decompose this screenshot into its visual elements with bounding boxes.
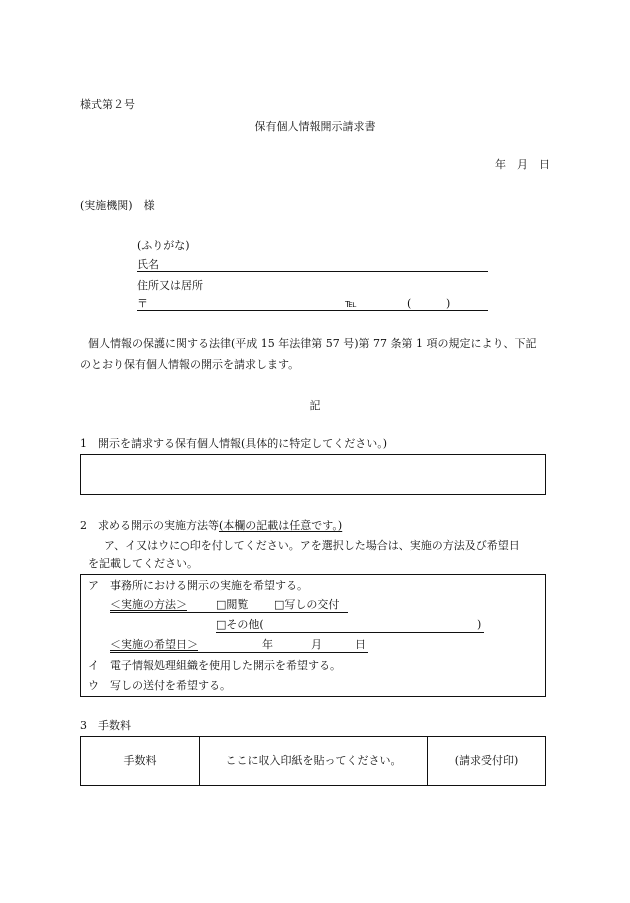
method-label: ＜実施の方法＞ [110,598,187,611]
address-underline [137,310,488,311]
name-label: 氏名 [137,258,159,271]
tel-paren-open: ( [407,297,412,310]
addressee: (実施機関) 様 [80,199,155,212]
date-year: 年 [262,638,273,651]
section-2-instruction-2: を記載してください。 [88,557,198,570]
method-other-close: ) [477,618,482,631]
stamp-instruction-cell: ここに収入印紙を貼ってください。 [225,754,402,767]
receipt-stamp-cell: (請求受付印) [454,754,519,767]
section-2-optional-note: (本欄の記載は任意です。) [219,519,343,532]
address-label: 住所又は居所 [137,279,203,292]
option-a[interactable]: ア 事務所における開示の実施を希望する。 [88,579,308,592]
method-other-underline[interactable] [216,632,484,633]
method-copy-checkbox[interactable]: □写しの交付 [274,598,340,611]
method-other-checkbox[interactable]: □その他( [216,618,264,631]
fee-label-cell: 手数料 [123,754,157,767]
postal-mark: 〒 [137,297,148,310]
method-underline [110,612,348,613]
section-3-heading: 3 手数料 [80,719,131,732]
date-line: 年 月 日 [495,158,550,171]
option-u[interactable]: ウ 写しの送付を希望する。 [88,679,231,692]
section-1-heading: 1 開示を請求する保有個人情報(具体的に特定してください。) [80,437,388,450]
name-underline [137,271,488,272]
ki-heading: 記 [309,399,321,412]
form-title: 保有個人情報開示請求書 [254,120,376,133]
form-number: 様式第２号 [80,98,135,111]
option-i[interactable]: イ 電子情報処理組織を使用した開示を希望する。 [88,659,341,672]
date-month: 月 [311,638,322,651]
tel-mark: ℡ [345,297,357,310]
intro-line-1: 個人情報の保護に関する法律(平成 15 年法律第 57 号)第 77 条第 1 項の規定により、下記 [88,337,537,350]
furigana-label: (ふりがな) [137,239,190,252]
method-view-checkbox[interactable]: □閲覧 [216,598,249,611]
section-2-heading [80,519,342,532]
tel-paren-close: ) [446,297,451,310]
section-2-heading-prefix: 2 求める開示の実施方法等 [80,519,219,532]
section-2-instruction-1: ア、イ又はウに○印を付してください。アを選択した場合は、実施の方法及び希望日 [104,539,520,552]
intro-line-2: のとおり保有個人情報の開示を請求します。 [80,358,300,371]
requested-info-box[interactable] [80,454,546,495]
date-underline[interactable] [110,652,368,653]
date-label: ＜実施の希望日＞ [110,638,198,651]
fee-table [80,736,546,786]
date-day: 日 [355,638,366,651]
